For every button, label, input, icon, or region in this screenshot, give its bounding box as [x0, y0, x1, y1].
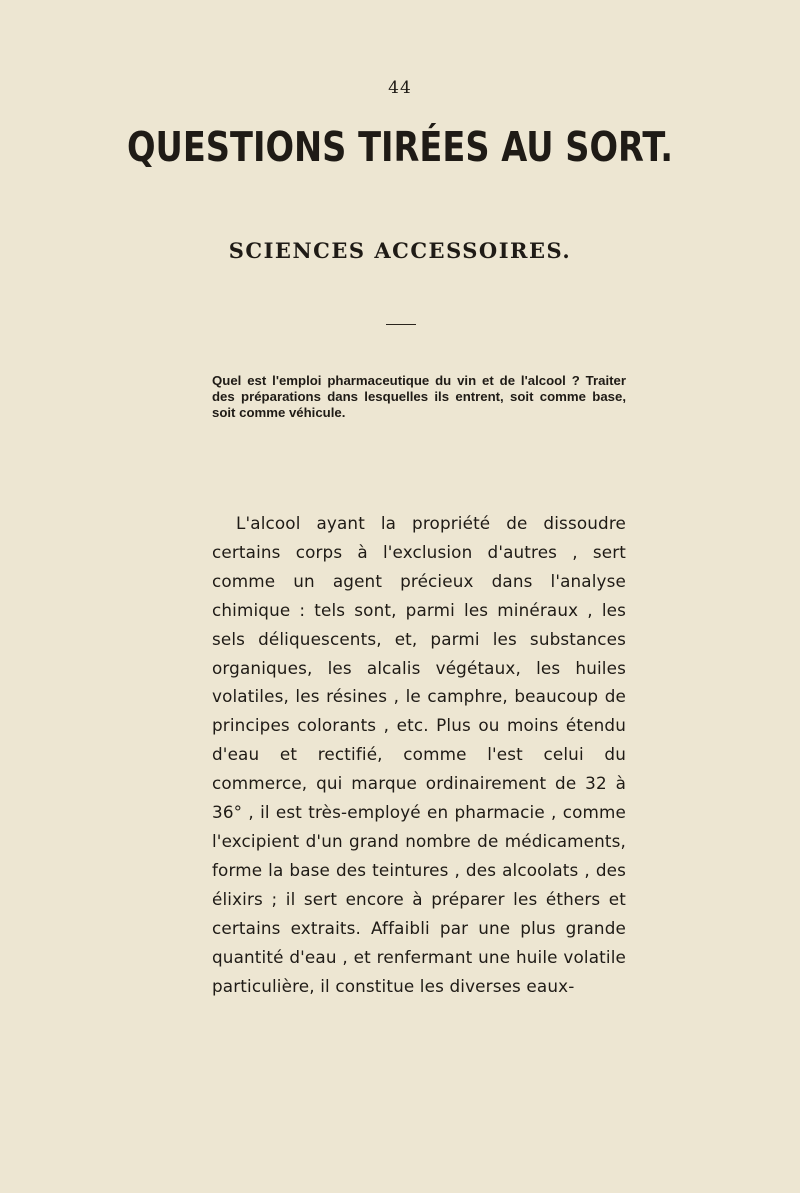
section-divider: [386, 324, 416, 325]
page-number: 44: [388, 78, 412, 98]
question-text: Quel est l'emploi pharmaceutique du vin et de l'alcool ? Traiter des préparations dans lesquelles ils entrent, soit comme base, soit comme véhicule.: [212, 373, 626, 420]
body-paragraph: L'alcool ayant la propriété de dissoudre certains corps à l'exclusion d'autres , sert comme un agent précieux dans l'analyse chimique : tels sont, parmi les minéraux , les sels déliquescents, et, parmi les substances organiques, les alcalis végétaux, les huiles volatiles, les résines , le camphre, beaucoup de principes colorants , etc. Plus ou moins étendu d'eau et rectifié, comme l'est celui du commerce, qui marque ordinairement de 32 à 36° , il est très-employé en pharmacie , comme l'excipient d'un grand nombre de médicaments, forme la base des teintures , des alcoolats , des élixirs ; il sert encore à préparer les éthers et certains extraits. Affaibli par une plus grande quantité d'eau , et renfermant une huile volatile particulière, il constitue les diverses eaux-: [212, 513, 626, 996]
page-title: QUESTIONS TIRÉES AU SORT.: [126, 123, 674, 171]
section-title: SCIENCES ACCESSOIRES.: [228, 238, 572, 263]
